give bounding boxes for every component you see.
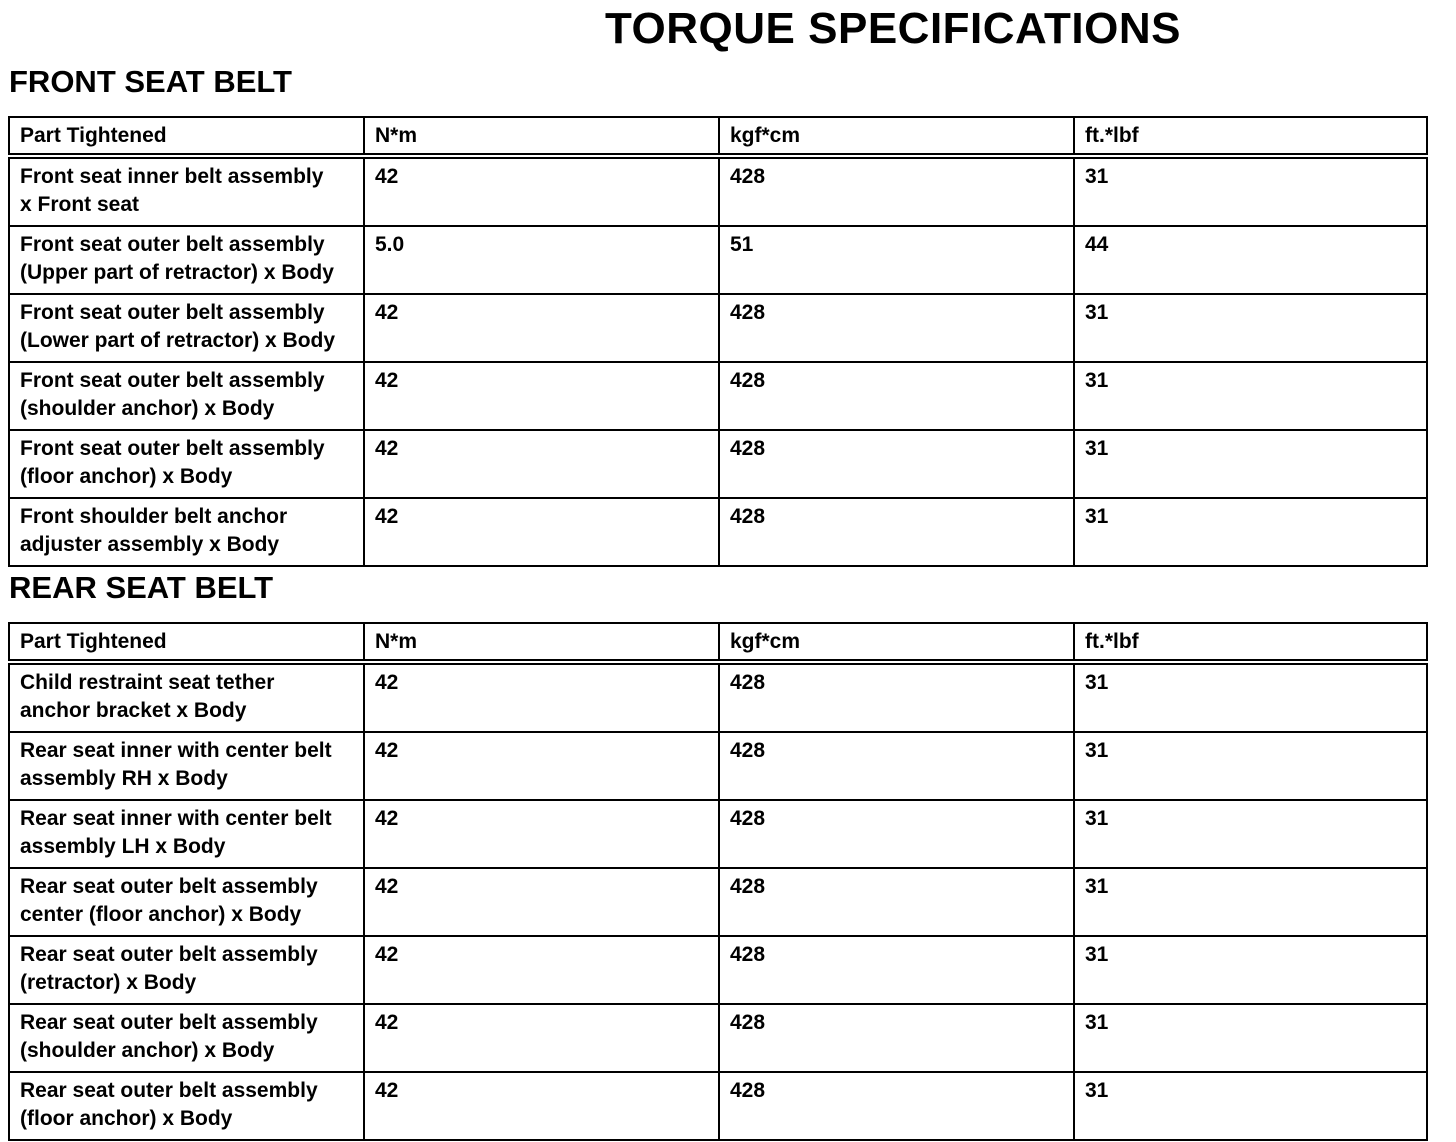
ftlbf-cell: 31 [1074, 1004, 1427, 1072]
part-tightened-cell [9, 1004, 364, 1072]
table-row [9, 662, 1427, 732]
table-row [9, 732, 1427, 800]
ftlbf-cell: 31 [1074, 156, 1427, 226]
part-tightened-cell [9, 430, 364, 498]
nm-cell: 42 [364, 936, 719, 1004]
part-line-2: assembly LH x Body [20, 834, 226, 858]
nm-cell: 42 [364, 1004, 719, 1072]
part-tightened-cell [9, 662, 364, 732]
part-line-1: Front seat outer belt assembly [20, 301, 325, 324]
table-row [9, 1072, 1427, 1140]
nm-cell: 42 [364, 498, 719, 566]
part-line-1: Child restraint seat tether [20, 671, 275, 694]
kgfcm-cell: 428 [719, 800, 1074, 868]
table-row [9, 868, 1427, 936]
header-nm: N*m [364, 623, 719, 662]
part-line-1: Front seat outer belt assembly [20, 369, 325, 392]
ftlbf-cell: 31 [1074, 732, 1427, 800]
kgfcm-cell: 428 [719, 936, 1074, 1004]
rear-seat-belt-heading: REAR SEAT BELT [9, 570, 274, 605]
kgfcm-cell: 428 [719, 430, 1074, 498]
part-tightened-cell [9, 868, 364, 936]
nm-cell: 42 [364, 156, 719, 226]
header-nm: N*m [364, 117, 719, 156]
ftlbf-cell: 44 [1074, 226, 1427, 294]
table-row [9, 498, 1427, 566]
part-line-2: (floor anchor) x Body [20, 1106, 233, 1130]
part-line-1: Front seat outer belt assembly [20, 437, 325, 460]
part-line-1: Front shoulder belt anchor [20, 505, 288, 528]
nm-cell: 42 [364, 294, 719, 362]
ftlbf-cell: 31 [1074, 662, 1427, 732]
part-tightened-cell [9, 362, 364, 430]
part-line-1: Rear seat outer belt assembly [20, 943, 318, 966]
part-line-2: (shoulder anchor) x Body [20, 1038, 275, 1062]
front-seat-belt-table [8, 116, 1428, 567]
kgfcm-cell: 428 [719, 662, 1074, 732]
rear-seat-belt-table [8, 622, 1428, 1141]
nm-cell: 42 [364, 800, 719, 868]
rear-table-body [9, 662, 1427, 1140]
nm-cell: 42 [364, 362, 719, 430]
table-header-row [9, 623, 1427, 662]
table-row [9, 800, 1427, 868]
kgfcm-cell: 428 [719, 156, 1074, 226]
nm-cell: 42 [364, 662, 719, 732]
nm-cell: 42 [364, 732, 719, 800]
kgfcm-cell: 428 [719, 362, 1074, 430]
part-line-1: Rear seat outer belt assembly [20, 1079, 318, 1102]
table-header-row [9, 117, 1427, 156]
header-part-tightened: Part Tightened [9, 623, 364, 662]
ftlbf-cell: 31 [1074, 498, 1427, 566]
part-tightened-cell [9, 156, 364, 226]
kgfcm-cell: 428 [719, 1072, 1074, 1140]
part-tightened-cell [9, 294, 364, 362]
table-row [9, 1004, 1427, 1072]
part-line-2: (Lower part of retractor) x Body [20, 328, 336, 352]
header-kgfcm: kgf*cm [719, 117, 1074, 156]
table-row [9, 294, 1427, 362]
kgfcm-cell: 428 [719, 498, 1074, 566]
part-line-2: (retractor) x Body [20, 970, 197, 994]
header-kgfcm: kgf*cm [719, 623, 1074, 662]
part-line-2: x Front seat [20, 192, 140, 216]
kgfcm-cell: 428 [719, 1004, 1074, 1072]
part-tightened-cell [9, 498, 364, 566]
part-line-1: Front seat inner belt assembly [20, 165, 324, 188]
ftlbf-cell: 31 [1074, 868, 1427, 936]
part-line-2: adjuster assembly x Body [20, 532, 280, 556]
kgfcm-cell: 428 [719, 294, 1074, 362]
table-row [9, 430, 1427, 498]
part-line-2: (floor anchor) x Body [20, 464, 233, 488]
part-tightened-cell [9, 732, 364, 800]
nm-cell: 5.0 [364, 226, 719, 294]
table-row [9, 156, 1427, 226]
part-line-1: Rear seat outer belt assembly [20, 875, 318, 898]
part-line-1: Front seat outer belt assembly [20, 233, 325, 256]
part-line-1: Rear seat inner with center belt [20, 807, 332, 830]
part-tightened-cell [9, 936, 364, 1004]
ftlbf-cell: 31 [1074, 362, 1427, 430]
nm-cell: 42 [364, 430, 719, 498]
ftlbf-cell: 31 [1074, 294, 1427, 362]
nm-cell: 42 [364, 868, 719, 936]
part-tightened-cell [9, 226, 364, 294]
header-ftlbf: ft.*lbf [1074, 623, 1427, 662]
part-line-2: (Upper part of retractor) x Body [20, 260, 334, 284]
header-ftlbf: ft.*lbf [1074, 117, 1427, 156]
table-row [9, 936, 1427, 1004]
kgfcm-cell: 428 [719, 732, 1074, 800]
part-line-1: Rear seat outer belt assembly [20, 1011, 318, 1034]
part-line-1: Rear seat inner with center belt [20, 739, 332, 762]
ftlbf-cell: 31 [1074, 1072, 1427, 1140]
nm-cell: 42 [364, 1072, 719, 1140]
part-tightened-cell [9, 1072, 364, 1140]
table-row [9, 362, 1427, 430]
part-line-2: anchor bracket x Body [20, 698, 247, 722]
part-tightened-cell [9, 800, 364, 868]
table-row [9, 226, 1427, 294]
ftlbf-cell: 31 [1074, 430, 1427, 498]
kgfcm-cell: 51 [719, 226, 1074, 294]
ftlbf-cell: 31 [1074, 936, 1427, 1004]
front-seat-belt-heading: FRONT SEAT BELT [9, 64, 292, 99]
part-line-2: (shoulder anchor) x Body [20, 396, 275, 420]
header-part-tightened: Part Tightened [9, 117, 364, 156]
ftlbf-cell: 31 [1074, 800, 1427, 868]
part-line-2: assembly RH x Body [20, 766, 228, 790]
front-table-body [9, 156, 1427, 566]
part-line-2: center (floor anchor) x Body [20, 902, 302, 926]
kgfcm-cell: 428 [719, 868, 1074, 936]
page-title: TORQUE SPECIFICATIONS [604, 4, 1182, 53]
